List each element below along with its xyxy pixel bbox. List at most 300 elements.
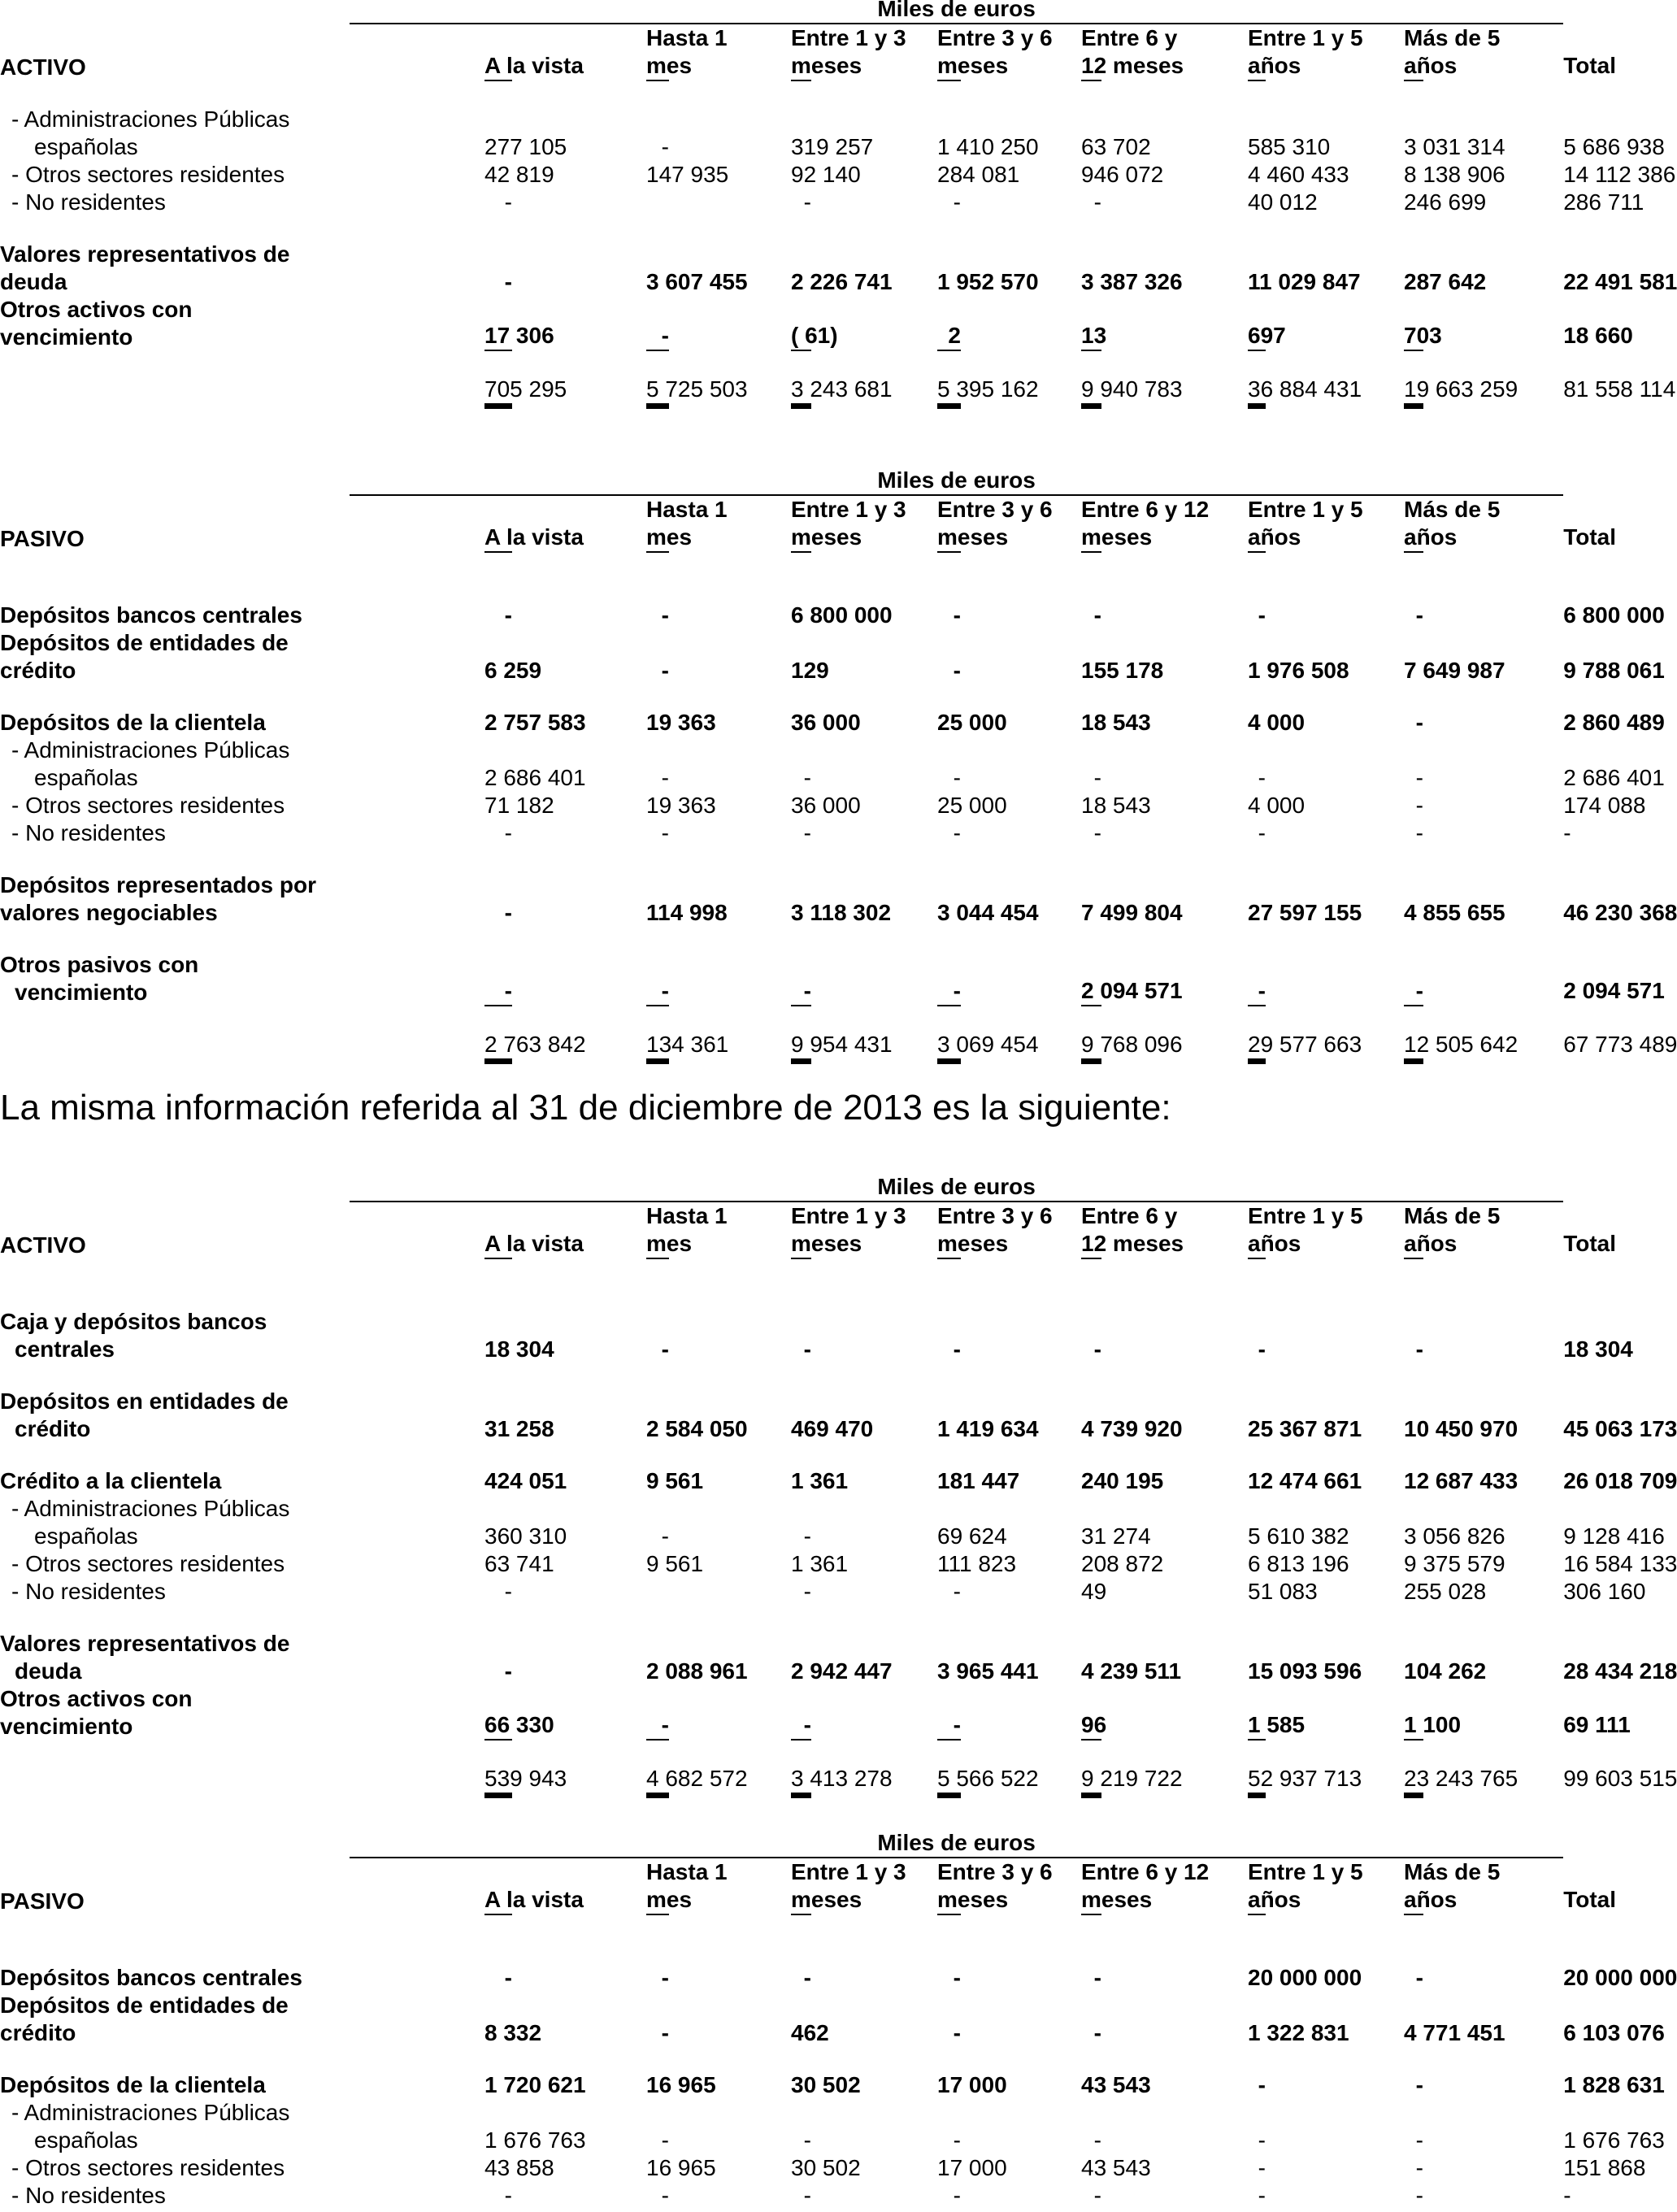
table-row: Otros pasivos con vencimiento - - - - 2 094 571 - - 2 094 571 [0,952,1665,1005]
cell-value: 6 259 [484,658,542,683]
cell-value: 4 000 [1248,710,1306,735]
cell-value: 31 274 [1081,1523,1151,1549]
table-row: - Otros sectores residentes 42 819 147 935 92 140 284 081 946 072 4 460 433 8 138 906 14 112 386 [0,161,1563,189]
cell-value: 1 720 621 [484,2072,586,2097]
row-label: Depósitos en entidades de crédito [0,1388,289,1441]
cell-value: 42 819 [484,162,554,187]
cell-value: 3 965 441 [937,1658,1039,1684]
cell-value: 7 499 804 [1081,900,1183,925]
table-row: - Otros sectores residentes 63 741 9 561 1 361 111 823 208 872 6 813 196 9 375 579 16 584 133 [0,1550,1563,1578]
cell-value: 3 243 681 [791,376,811,409]
row-label: Otros activos con vencimiento [0,1686,193,1739]
cell-value: 2 088 961 [646,1658,748,1684]
column-header: Entre 6 y 12 meses [1081,1858,1101,1915]
cell-value: 2 226 741 [791,269,893,294]
cell-value [484,106,512,133]
cell-value: - [1258,1336,1266,1362]
cell-value: 66 330 [484,1685,512,1740]
cell-value: 6 813 196 [1248,1551,1349,1576]
cell-value: 134 361 [646,1031,669,1064]
miles-de-euros-row [0,1829,1563,1858]
cell-value: - [803,1965,811,1990]
cell-value: - [1415,2072,1423,2097]
cell-value: 12 687 433 [1404,1468,1518,1493]
cell-value: 155 178 [1081,658,1164,683]
table-row: españolas 277 105 - 319 257 1 410 250 63 702 585 310 3 031 314 5 686 938 [0,133,1563,161]
cell-value [1404,737,1423,764]
row-label: - No residentes [11,2183,166,2208]
cell-value: - [953,1336,961,1362]
table-row: españolas 360 310 - - 69 624 31 274 5 610 382 3 056 826 9 128 416 [0,1523,1563,1550]
cell-value: 19 363 [646,793,716,818]
column-header: Entre 1 y 5 años [1248,24,1266,81]
cell-value: 2 942 447 [791,1658,893,1684]
column-header-row: ACTIVO A la vista Hasta 1 mes Entre 1 y 3 meses Entre 3 y 6 meses Entre 6 y 12 meses Entre 1 y 5 años Más de 5 años Total [0,1203,1617,1258]
cell-value: 49 [1081,1579,1107,1604]
cell-value: 3 387 326 [1081,269,1183,294]
cell-value: - [504,2183,512,2208]
cell-value: - [1248,951,1266,1006]
cell-value: 277 105 [484,134,567,159]
column-header: Hasta 1 mes [646,496,669,553]
cell-value: 25 000 [937,793,1007,818]
spacer-row [0,216,1563,241]
row-label: Depósitos bancos centrales [0,1965,302,1990]
table-row: Depósitos representados por valores negociables - 114 998 3 118 302 3 044 454 7 499 804 27 597 155 4 855 655 46 230 368 [0,872,1677,925]
row-label: - Administraciones Públicas [11,1496,290,1521]
row-label: españolas [34,1523,138,1549]
spacer-row [0,351,1563,376]
row-label: Valores representativos de deuda [0,1631,290,1684]
cell-value: - [661,602,669,628]
column-header: Entre 6 y 12 meses [1081,496,1101,553]
cell-value [1404,2099,1423,2127]
cell-value: - [1415,820,1423,845]
cell-value: 18 304 [484,1336,554,1362]
cell-value [791,1495,811,1523]
cell-value: 96 [1081,1685,1101,1740]
column-header: Entre 1 y 3 meses [791,1858,811,1915]
cell-value: 16 965 [646,2155,716,2180]
cell-value: 63 702 [1081,134,1151,159]
cell-value [1404,106,1423,133]
cell-value: - [953,765,961,790]
cell-value: 9 375 579 [1404,1551,1505,1576]
cell-value [646,1495,669,1523]
row-label: Depósitos de la clientela [0,710,266,735]
cell-value: 5 566 522 [937,1765,961,1798]
column-header: Entre 1 y 5 años [1248,496,1266,553]
spacer-row [0,1443,1563,1467]
cell-value: - [803,1523,811,1549]
miles-de-euros-label: Miles de euros [350,1829,1563,1858]
section-label: PASIVO [0,1888,85,1914]
table-row: españolas 1 676 763 - - - - - - 1 676 763 [0,2127,1563,2154]
cell-value: - [646,1685,669,1740]
cell-value: 284 081 [937,162,1020,187]
table-row: Otros activos con vencimiento 17 306 - ( 61) 2 13 697 703 18 660 [0,297,1633,350]
row-label: Depósitos representados por valores negociables [0,872,316,925]
column-header: Más de 5 años [1404,1858,1423,1915]
cell-value [791,106,811,133]
cell-value: 697 [1248,296,1266,351]
cell-value [484,737,512,764]
section-label: ACTIVO [0,54,86,80]
table-row: - Otros sectores residentes 71 182 19 363 36 000 25 000 18 543 4 000 - 174 088 [0,792,1563,819]
total-row: 539 943 4 682 572 3 413 278 5 566 522 9 219 722 52 937 713 23 243 765 99 603 515 [0,1765,1563,1798]
cell-value: 1 100 [1404,1685,1423,1740]
cell-value [646,2099,669,2127]
column-header: Entre 1 y 3 meses [791,496,811,553]
spacer-row [0,1940,1563,1964]
cell-value: 319 257 [791,134,874,159]
column-header: Entre 6 y 12 meses [1081,24,1101,81]
cell-value: 705 295 [484,376,512,409]
cell-value: 12 505 642 [1404,1031,1423,1064]
column-header-row: ACTIVO A la vista Hasta 1 mes Entre 1 y 3 meses Entre 3 y 6 meses Entre 6 y 12 meses Entre 1 y 5 años Más de 5 años Total [0,25,1617,80]
cell-value: 1 676 763 [484,2127,586,2153]
cell-value: - [1415,765,1423,790]
cell-value: 4 682 572 [646,1765,669,1798]
miles-de-euros-label: Miles de euros [350,1173,1563,1202]
row-label: Otros activos con vencimiento [0,297,193,350]
cell-value: 181 447 [937,1468,1020,1493]
cell-value: 17 000 [937,2072,1007,2097]
cell-value [791,2099,811,2127]
cell-value: - [504,1658,512,1684]
cell-value: - [1093,820,1101,845]
miles-de-euros-row [0,467,1563,496]
row-label [0,1031,350,1064]
cell-value: - [646,951,669,1006]
spacer-row [0,577,1563,602]
table-row: Depósitos de entidades de crédito 8 332 - 462 - - 1 322 831 4 771 451 6 103 076 [0,1993,1665,2045]
cell-value: - [661,765,669,790]
cell-value: - [803,820,811,845]
row-label: - Otros sectores residentes [11,162,285,187]
cell-value: - [1415,1965,1423,1990]
row-label: Depósitos bancos centrales [0,602,302,628]
cell-value [646,737,669,764]
cell-value [937,2099,961,2127]
row-label: Valores representativos de deuda [0,241,290,294]
miles-de-euros-row [0,1173,1563,1202]
row-label: Crédito a la clientela [0,1468,222,1493]
column-header: A la vista [484,1202,512,1259]
table-row: Depósitos bancos centrales - - 6 800 000 - - - - 6 800 000 [0,602,1665,628]
column-header: A la vista [484,1858,512,1915]
cell-value: 1 361 [791,1551,849,1576]
row-label: - Otros sectores residentes [11,1551,285,1576]
cell-value: - [1258,765,1266,790]
table-row [0,1495,1563,1523]
table-row: Otros activos con vencimiento 66 330 - - - 96 1 585 1 100 69 111 [0,1686,1631,1739]
cell-value: 30 502 [791,2072,861,2097]
total-row: 2 763 842 134 361 9 954 431 3 069 454 9 768 096 29 577 663 12 505 642 67 773 489 [0,1031,1563,1064]
cell-value: 30 502 [791,2155,861,2180]
cell-value: 63 741 [484,1551,554,1576]
cell-value: 8 332 [484,2020,542,2045]
column-header: Más de 5 años [1404,24,1423,81]
cell-value: 71 182 [484,793,554,818]
table-row [0,2099,1563,2127]
table-row: Crédito a la clientela 424 051 9 561 1 361 181 447 240 195 12 474 661 12 687 433 26 018 709 [0,1468,1677,1493]
cell-value: 27 597 155 [1248,900,1362,925]
column-header: Entre 1 y 5 años [1248,1858,1266,1915]
cell-value: 539 943 [484,1765,512,1798]
cell-value: 9 561 [646,1468,704,1493]
row-label: - No residentes [11,1579,166,1604]
cell-value: 12 474 661 [1248,1468,1362,1493]
cell-value: 1 419 634 [937,1416,1039,1441]
cell-value: 462 [791,2020,829,2045]
cell-value: 287 642 [1404,269,1487,294]
cell-value: 585 310 [1248,134,1331,159]
cell-value: - [1093,1965,1101,1990]
row-label: Depósitos de entidades de crédito [0,1993,289,2045]
cell-value [484,1495,512,1523]
cell-value: - [1258,820,1266,845]
cell-value: 111 823 [937,1551,1017,1576]
row-label: - Administraciones Públicas [11,737,290,763]
cell-value: 360 310 [484,1523,567,1549]
cell-value: 4 855 655 [1404,900,1505,925]
cell-value: - [661,1965,669,1990]
cell-value: 3 031 314 [1404,134,1505,159]
cell-value: 69 624 [937,1523,1007,1549]
cell-value: 36 000 [791,793,861,818]
cell-value: 17 000 [937,2155,1007,2180]
cell-value: 7 649 987 [1404,658,1505,683]
cell-value: 43 543 [1081,2155,1151,2180]
cell-value: - [937,951,961,1006]
cell-value: 1 361 [791,1468,849,1493]
cell-value: - [1258,2127,1266,2153]
cell-value: - [803,189,811,215]
cell-value: - [661,2183,669,2208]
cell-value: - [803,2127,811,2153]
cell-value: 31 258 [484,1416,554,1441]
section-label: ACTIVO [0,1232,86,1258]
cell-value [1081,2099,1101,2127]
cell-value: - [1258,2183,1266,2208]
cell-value [1248,737,1266,764]
column-header: Entre 3 y 6 meses [937,1202,961,1259]
cell-value [646,189,669,216]
cell-value [937,1495,961,1523]
pasivo-2013-table [0,1829,1677,2210]
cell-value: - [953,2127,961,2153]
miles-de-euros-label: Miles de euros [350,0,1563,24]
table-row: Depósitos bancos centrales - - - - - 20 000 000 - 20 000 000 [0,1965,1677,1990]
cell-value: - [791,951,811,1006]
cell-value [1248,2099,1266,2127]
cell-value: 2 763 842 [484,1031,512,1064]
cell-value: 147 935 [646,162,729,187]
miles-de-euros-row [0,0,1563,24]
cell-value: 2 [937,296,961,351]
cell-value [1248,106,1266,133]
cell-value: - [1404,951,1423,1006]
cell-value: 6 800 000 [791,602,893,628]
cell-value: - [1093,765,1101,790]
activo-2014-table [0,0,1677,409]
cell-value: - [1093,189,1101,215]
cell-value: 51 083 [1248,1579,1318,1604]
cell-value: 18 543 [1081,793,1151,818]
cell-value: 2 686 401 [484,765,586,790]
spacer-row [0,927,1563,951]
cell-value: - [1415,1336,1423,1362]
cell-value: - [953,1579,961,1604]
cell-value: - [504,269,512,294]
cell-value: 4 771 451 [1404,2020,1505,2045]
column-header: Hasta 1 mes [646,1202,669,1259]
cell-value: - [791,1685,811,1740]
activo-2013-table [0,1173,1677,1798]
table-row: - No residentes - - - - - - - - [0,819,1563,847]
cell-value: 18 543 [1081,710,1151,735]
cell-value: - [803,1336,811,1362]
cell-value: 4 460 433 [1248,162,1349,187]
row-label: españolas [34,765,138,790]
cell-value: - [803,1579,811,1604]
miles-de-euros-label: Miles de euros [350,467,1563,496]
cell-value: 3 607 455 [646,269,748,294]
row-label: - No residentes [11,820,166,845]
spacer-row [0,1006,1563,1031]
cell-value: 1 322 831 [1248,2020,1349,2045]
cell-value: 1 952 570 [937,269,1039,294]
cell-value [1081,737,1101,764]
cell-value: - [1415,710,1423,735]
cell-value: 104 262 [1404,1658,1487,1684]
pasivo-2014-table [0,467,1677,1064]
row-label: - No residentes [11,189,166,215]
cell-value: - [504,820,512,845]
cell-value: 9 768 096 [1081,1031,1101,1064]
cell-value: 15 093 596 [1248,1658,1362,1684]
cell-value: 43 543 [1081,2072,1151,2097]
table-row: Valores representativos de deuda - 3 607 455 2 226 741 1 952 570 3 387 326 11 029 847 287 642 22 491 581 [0,241,1677,294]
cell-value: 2 584 050 [646,1416,748,1441]
cell-value: - [1415,2127,1423,2153]
cell-value [937,106,961,133]
column-header: Entre 3 y 6 meses [937,24,961,81]
cell-value: 92 140 [791,162,861,187]
table-row: - Otros sectores residentes 43 858 16 965 30 502 17 000 43 543 - - 151 868 [0,2154,1563,2182]
cell-value: - [1258,602,1266,628]
cell-value: - [661,658,669,683]
cell-value: - [504,189,512,215]
row-label: españolas [34,2127,138,2153]
cell-value: - [953,820,961,845]
row-label: españolas [34,134,138,159]
cell-value: - [1415,602,1423,628]
cell-value: - [953,2020,961,2045]
spacer-row [0,2047,1563,2071]
cell-value [646,106,669,133]
cell-value: - [661,2020,669,2045]
cell-value: - [1093,2127,1101,2153]
cell-value: 25 367 871 [1248,1416,1362,1441]
cell-value: 13 [1081,296,1101,351]
cell-value: - [937,1685,961,1740]
cell-value: - [661,1336,669,1362]
column-header: A la vista [484,496,512,553]
cell-value: 40 012 [1248,189,1318,215]
table-row: Depósitos de entidades de crédito 6 259 - 129 - 155 178 1 976 508 7 649 987 9 788 061 [0,630,1665,683]
table-row: Depósitos de la clientela 1 720 621 16 965 30 502 17 000 43 543 - - 1 828 631 [0,2072,1665,2097]
spacer-row [0,847,1563,871]
cell-value: 9 219 722 [1081,1765,1101,1798]
section-label: PASIVO [0,526,85,551]
table-row: españolas 2 686 401 - - - - - - 2 686 401 [0,764,1563,792]
cell-value: 424 051 [484,1468,567,1493]
cell-value: 19 363 [646,710,716,735]
cell-value: 11 029 847 [1248,269,1361,294]
cell-value: - [661,134,669,159]
cell-value: 17 306 [484,296,512,351]
cell-value: 3 413 278 [791,1765,811,1798]
cell-value: 52 937 713 [1248,1765,1266,1798]
cell-value [1081,106,1101,133]
cell-value: - [1258,2155,1266,2180]
column-header: Más de 5 años [1404,1202,1423,1259]
cell-value: - [1415,793,1423,818]
cell-value: 9 561 [646,1551,704,1576]
row-label: Otros pasivos con vencimiento [0,952,199,1005]
total-row: 705 295 5 725 503 3 243 681 5 395 162 9 940 783 36 884 431 19 663 259 81 558 114 [0,376,1563,409]
column-header: Entre 1 y 3 meses [791,24,811,81]
spacer-row [0,1363,1563,1388]
row-label: - Otros sectores residentes [11,2155,285,2180]
row-label: - Administraciones Públicas [11,106,290,132]
cell-value: - [803,765,811,790]
table-row: - No residentes - - - - 40 012 246 699 286 711 [0,189,1563,216]
cell-value [646,1578,669,1606]
column-header: Hasta 1 mes [646,24,669,81]
column-header: Entre 6 y 12 meses [1081,1202,1101,1259]
cell-value: 3 056 826 [1404,1523,1505,1549]
table-row: Caja y depósitos bancos centrales 18 304 - - - - - - 18 304 [0,1309,1633,1362]
cell-value: 2 094 571 [1081,951,1101,1006]
cell-value: 255 028 [1404,1579,1487,1604]
cell-value: - [803,2183,811,2208]
spacer-row [0,684,1563,709]
cell-value: 3 069 454 [937,1031,961,1064]
cell-value: 2 757 583 [484,710,586,735]
table-row: Depósitos de la clientela 2 757 583 19 363 36 000 25 000 18 543 4 000 - 2 860 489 [0,710,1665,735]
cell-value [937,737,961,764]
cell-value: - [661,820,669,845]
section-sentence: La misma información referida al 31 de diciembre de 2013 es la siguiente: [0,1088,1171,1128]
cell-value: - [953,2183,961,2208]
cell-value [1081,1495,1101,1523]
cell-value: 114 998 [646,900,728,925]
cell-value: 36 000 [791,710,861,735]
table-row: Valores representativos de deuda - 2 088 961 2 942 447 3 965 441 4 239 511 15 093 596 104 262 28 434 218 [0,1631,1677,1684]
cell-value: - [1415,2183,1423,2208]
cell-value: 129 [791,658,829,683]
cell-value: 16 965 [646,2072,716,2097]
cell-value: 240 195 [1081,1468,1164,1493]
spacer-row [0,1284,1563,1308]
cell-value: 246 699 [1404,189,1487,215]
cell-value: 208 872 [1081,1551,1164,1576]
cell-value: 4 000 [1248,793,1306,818]
cell-value: 9 954 431 [791,1031,811,1064]
